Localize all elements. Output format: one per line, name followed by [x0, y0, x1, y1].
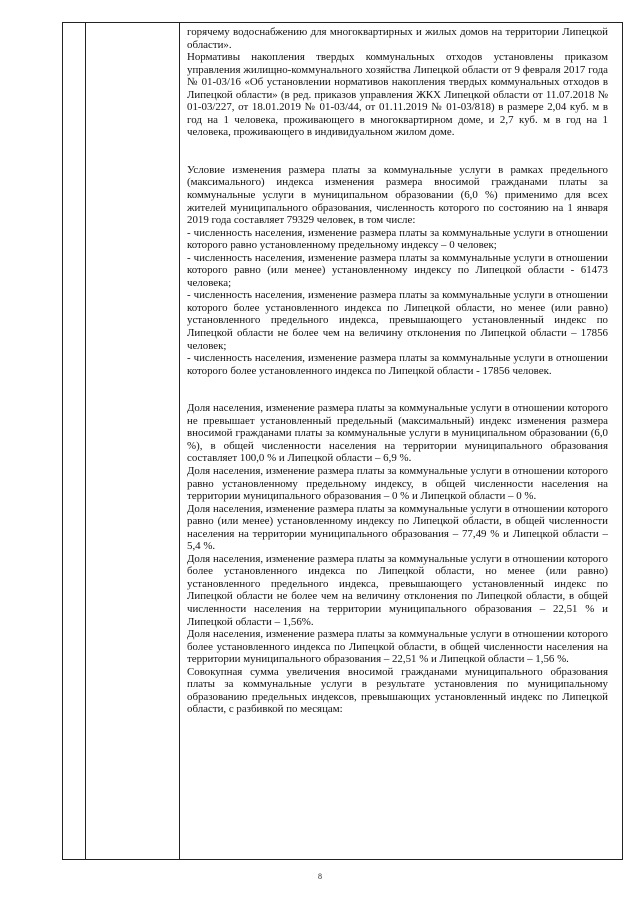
paragraph: горячему водоснабжению для многоквартирных и жилых домов на территории Липецкой области». [187, 26, 608, 51]
paragraph: Совокупная сумма увеличения вносимой гражданами муниципального образования платы за коммунальные услуги в результате установления по муниципальному образованию предельных индексов, превышающих установленный индекс по Липецкой области, с разбивкой по месяцам: [187, 665, 608, 716]
spacer [187, 377, 608, 402]
table-cell-content [187, 26, 608, 716]
paragraph: Доля населения, изменение размера платы за коммунальные услуги в отношении которого более установленного индекса по Липецкой области, но менее (или равно) установленного предельного индекса, превышающего установленный индекс по Липецкой области не более чем на величину отклонения по Липецкой области, в общей численности населения на территории муниципального образования – 22,51 % и Липецкой области – 1,56%. [187, 552, 608, 628]
paragraph: Нормативы накопления твердых коммунальных отходов установлены приказом управления жилищно-коммунального хозяйства Липецкой области от 9 февраля 2017 года № 01-03/16 «Об установлении нормативов накопления твердых коммунальных отходов в Липецкой области» (в ред. приказов управления ЖКХ Липецкой области от 11.07.2018 № 01-03/227, от 18.01.2019 № 01-03/44, от 01.11.2019 № 01-03/818) в размере 2,04 куб. м в год на 1 человека, проживающего в многоквартирном доме, и 2,7 куб. м в год на 1 человека, проживающего в индивидуальном жилом доме. [187, 51, 608, 139]
list-item: - численность населения, изменение размера платы за коммунальные услуги в отношении которого равно (или менее) установленному индексу по Липецкой области - 61473 человека; [187, 251, 608, 289]
paragraph: Доля населения, изменение размера платы за коммунальные услуги в отношении которого более установленного индекса по Липецкой области, в общей численности населения на территории муниципального образования – 22,51 % и Липецкой области – 1,56 %. [187, 628, 608, 666]
paragraph: Доля населения, изменение размера платы за коммунальные услуги в отношении которого равно (или менее) установленному индексу по Липецкой области, в общей численности населения на территории муниципального образования – 77,49 % и Липецкой области – 5,4 %. [187, 502, 608, 553]
list-item: - численность населения, изменение размера платы за коммунальные услуги в отношении которого более установленного индекса по Липецкой области, но менее (или равно) установленного предельного индекса, превышающего установленный индекс по Липецкой области не более чем на величину отклонения по Липецкой области – 17856 человек; [187, 289, 608, 352]
paragraph: Доля населения, изменение размера платы за коммунальные услуги в отношении которого не превышает установленный предельный (максимальный) индекс изменения размера вносимой гражданами платы за коммунальные услуги в муниципальном образовании (6,0 %), в общей численности населения на территории муниципального образования составляет 100,0 % и Липецкой области – 6,9 %. [187, 402, 608, 465]
list-item: - численность населения, изменение размера платы за коммунальные услуги в отношении которого равно установленному предельному индексу – 0 человек; [187, 226, 608, 252]
page-number: 8 [318, 872, 322, 881]
paragraph: Условие изменения размера платы за коммунальные услуги в рамках предельного (максимального) индекса изменения размера вносимой гражданами платы за коммунальные услуги в муниципальном образовании (6,0 %) применимо для всех жителей муниципального образования, численность которого по состоянию на 1 января 2019 года составляет 79329 человек, в том числе: [187, 163, 608, 227]
paragraph: Доля населения, изменение размера платы за коммунальные услуги в отношении которого равно установленному предельному индексу, в общей численности населения на территории муниципального образования – 0 % и Липецкой области – 0 %. [187, 464, 608, 503]
column-divider [179, 23, 180, 859]
column-divider [85, 23, 86, 859]
spacer [187, 139, 608, 164]
list-item: - численность населения, изменение размера платы за коммунальные услуги в отношении которого более установленного индекса по Липецкой области - 17856 человек. [187, 352, 608, 377]
